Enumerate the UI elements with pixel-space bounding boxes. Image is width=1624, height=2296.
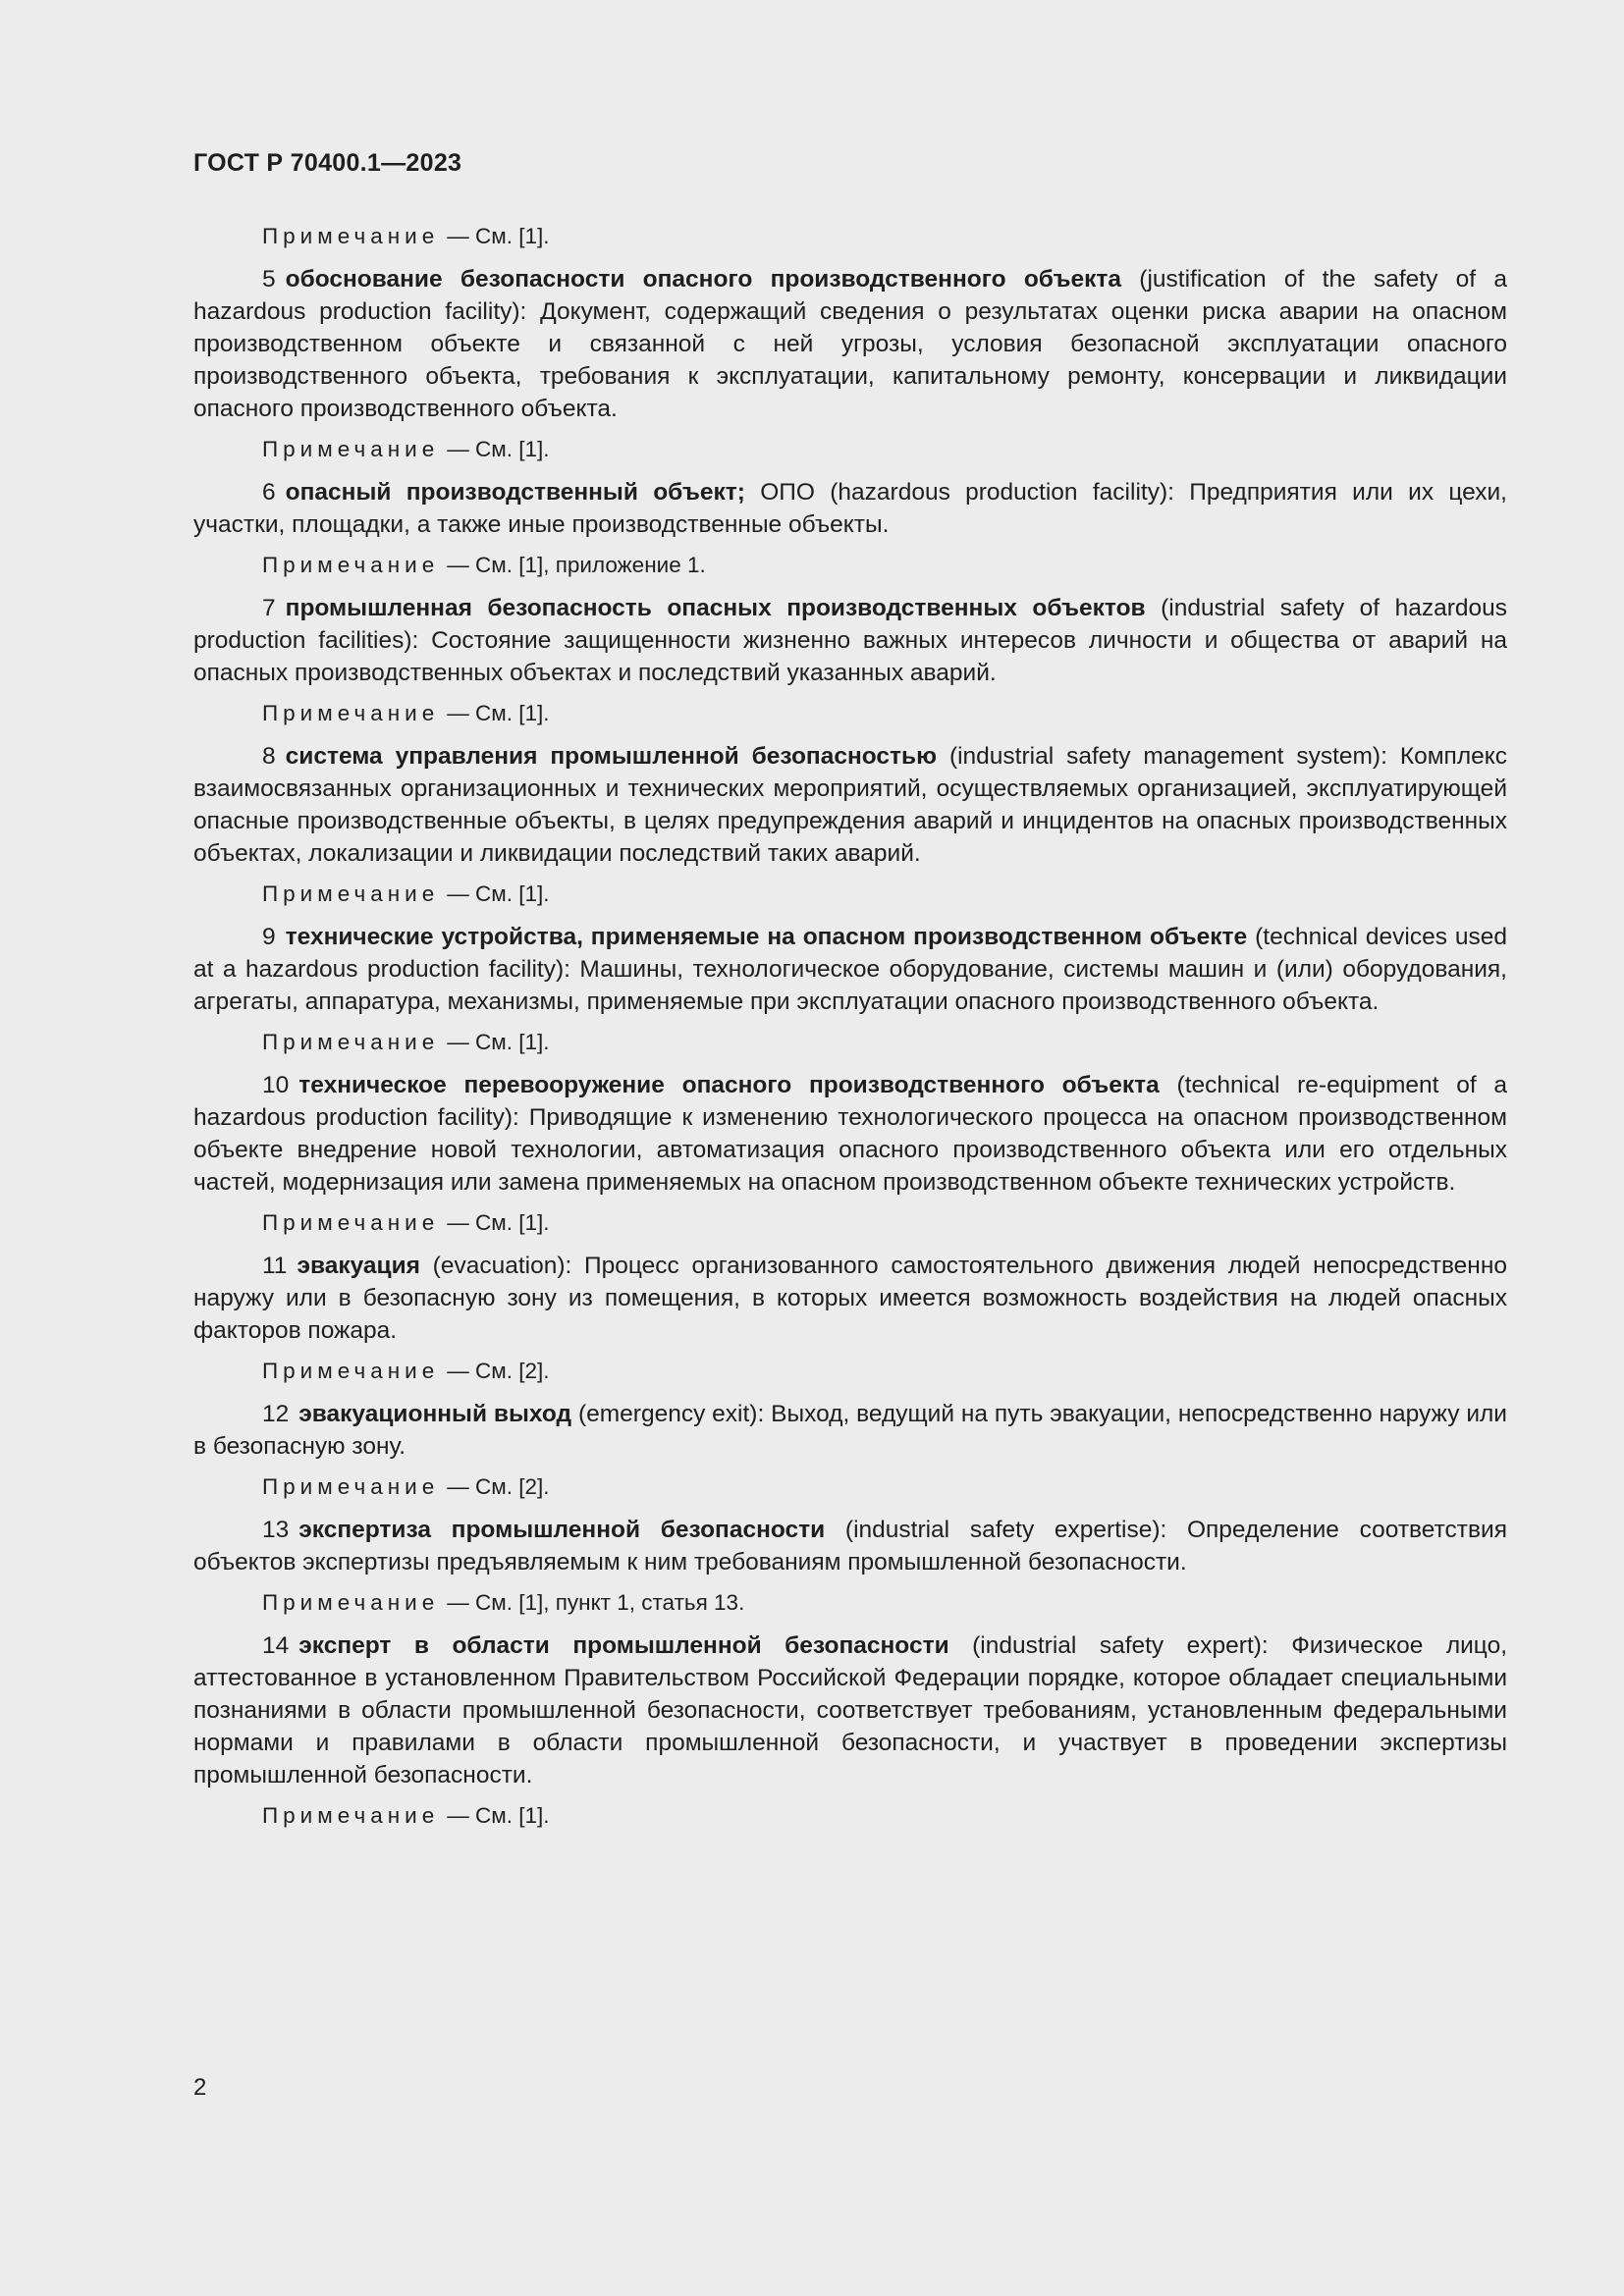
note-label: Примечание — [262, 224, 440, 248]
note-label: Примечание — [262, 881, 440, 906]
term-entry — [193, 1514, 1507, 1578]
term-number: 6 — [262, 479, 276, 506]
term-number: 10 — [262, 1072, 290, 1098]
note — [193, 1588, 1507, 1618]
term-number: 7 — [262, 595, 276, 621]
note-text: — См. [2]. — [447, 1359, 550, 1383]
term-name: промышленная безопасность опасных производственных объектов — [285, 595, 1146, 621]
note — [193, 1208, 1507, 1238]
term-definition: (justification of the safety of a hazardous production facility): Документ, содержащий сведения о результатах оценки риска аварии на опасном производственном объекте и связанной с ней угрозы, условия безопасной эксплуатации опасного производственного объекта, требования к эксплуатации, капитальному ремонту, консервации и ликвидации опасного производственного объекта. — [193, 266, 1507, 422]
term-entry — [193, 1629, 1507, 1791]
term-definition: ОПО (hazardous production facility): Предприятия или их цехи, участки, площадки, а также иные производственные объекты. — [193, 479, 1507, 538]
note — [193, 551, 1507, 580]
note-text: — См. [1]. — [447, 437, 550, 461]
note-text: — См. [1], приложение 1. — [447, 553, 706, 577]
term-name: система управления промышленной безопасностью — [285, 743, 938, 770]
term-definition: (technical devices used at a hazardous production facility): Машины, технологическое оборудование, системы машин и (или) оборудования, агрегаты, аппаратура, механизмы, применяемые при эксплуатации опасного производственного объекта. — [193, 924, 1507, 1015]
note-label: Примечание — [262, 1474, 440, 1499]
term-definition: (industrial safety expert): Физическое лицо, аттестованное в установленном Правительством Российской Федерации порядке, которое обладает специальными познаниями в области промышленной безопасности, соответствует требованиям, установленным федеральными нормами и правилами в области промышленной безопасности, и участвует в проведении экспертизы промышленной безопасности. — [193, 1632, 1507, 1789]
note — [193, 699, 1507, 728]
term-name: эвакуационный выход — [298, 1401, 572, 1427]
term-entry — [193, 1250, 1507, 1347]
note-label: Примечание — [262, 1803, 440, 1828]
note-text: — См. [1]. — [447, 701, 550, 725]
term-entry — [193, 263, 1507, 425]
note-text: — См. [1]. — [447, 881, 550, 906]
term-definition: (industrial safety management system): Комплекс взаимосвязанных организационных и технических мероприятий, осуществляемых организацией, эксплуатирующей опасные производственные объекты, в целях предупреждения аварий и инцидентов на опасных производственных объектах, локализации и ликвидации последствий таких аварий. — [193, 743, 1507, 867]
term-entry — [193, 592, 1507, 689]
note-text: — См. [1], пункт 1, статья 13. — [447, 1590, 745, 1615]
note-text: — См. [1]. — [447, 1030, 550, 1054]
note-text: — См. [1]. — [447, 224, 550, 248]
term-entry — [193, 1398, 1507, 1463]
note — [193, 1472, 1507, 1502]
term-name: техническое перевооружение опасного производственного объекта — [298, 1072, 1160, 1098]
term-definition: (emergency exit): Выход, ведущий на путь эвакуации, непосредственно наружу или в безопасную зону. — [193, 1401, 1507, 1460]
note — [193, 1801, 1507, 1831]
term-number: 14 — [262, 1632, 290, 1659]
note — [193, 880, 1507, 909]
term-entry — [193, 1069, 1507, 1199]
term-name: технические устройства, применяемые на опасном производственном объекте — [285, 924, 1248, 950]
page-number: 2 — [193, 2074, 207, 2101]
term-entry — [193, 921, 1507, 1018]
note-label: Примечание — [262, 1210, 440, 1235]
term-number: 8 — [262, 743, 276, 770]
term-entry — [193, 740, 1507, 870]
term-definition: (industrial safety expertise): Определение соответствия объектов экспертизы предъявляемым к ним требованиям промышленной безопасности. — [193, 1517, 1507, 1575]
note-text: — См. [1]. — [447, 1803, 550, 1828]
document-code-header: ГОСТ Р 70400.1—2023 — [193, 149, 462, 177]
term-number: 11 — [262, 1253, 288, 1279]
term-definition: (evacuation): Процесс организованного самостоятельного движения людей непосредственно наружу или в безопасную зону из помещения, в которых имеется возможность воздействия на людей опасных факторов пожара. — [193, 1253, 1507, 1344]
term-name: обоснование безопасности опасного производственного объекта — [285, 266, 1121, 293]
term-entry — [193, 476, 1507, 541]
term-number: 5 — [262, 266, 276, 293]
term-number: 12 — [262, 1401, 290, 1427]
note-text: — См. [1]. — [447, 1210, 550, 1235]
note-label: Примечание — [262, 553, 440, 577]
term-name: эксперт в области промышленной безопасности — [298, 1632, 949, 1659]
term-definition: (technical re-equipment of a hazardous production facility): Приводящие к изменению технологического процесса на опасном производственном объекте внедрение новой технологии, автоматизация опасного производственного объекта или его отдельных частей, модернизация или замена применяемых на опасном производственном объекте технических устройств. — [193, 1072, 1507, 1196]
term-name: эвакуация — [297, 1253, 420, 1279]
note — [193, 1028, 1507, 1057]
note — [193, 222, 1507, 251]
note-label: Примечание — [262, 1590, 440, 1615]
term-definition: (industrial safety of hazardous production facilities): Состояние защищенности жизненно важных интересов личности и общества от аварий на опасных производственных объектах и последствий указанных аварий. — [193, 595, 1507, 686]
note-label: Примечание — [262, 1030, 440, 1054]
note-label: Примечание — [262, 437, 440, 461]
note-label: Примечание — [262, 1359, 440, 1383]
note — [193, 1357, 1507, 1386]
term-name: экспертиза промышленной безопасности — [298, 1517, 826, 1543]
term-name: опасный производственный объект; — [285, 479, 745, 506]
note-text: — См. [2]. — [447, 1474, 550, 1499]
note — [193, 435, 1507, 464]
term-number: 9 — [262, 924, 276, 950]
note-label: Примечание — [262, 701, 440, 725]
term-number: 13 — [262, 1517, 290, 1543]
terms-section — [193, 222, 1507, 1842]
